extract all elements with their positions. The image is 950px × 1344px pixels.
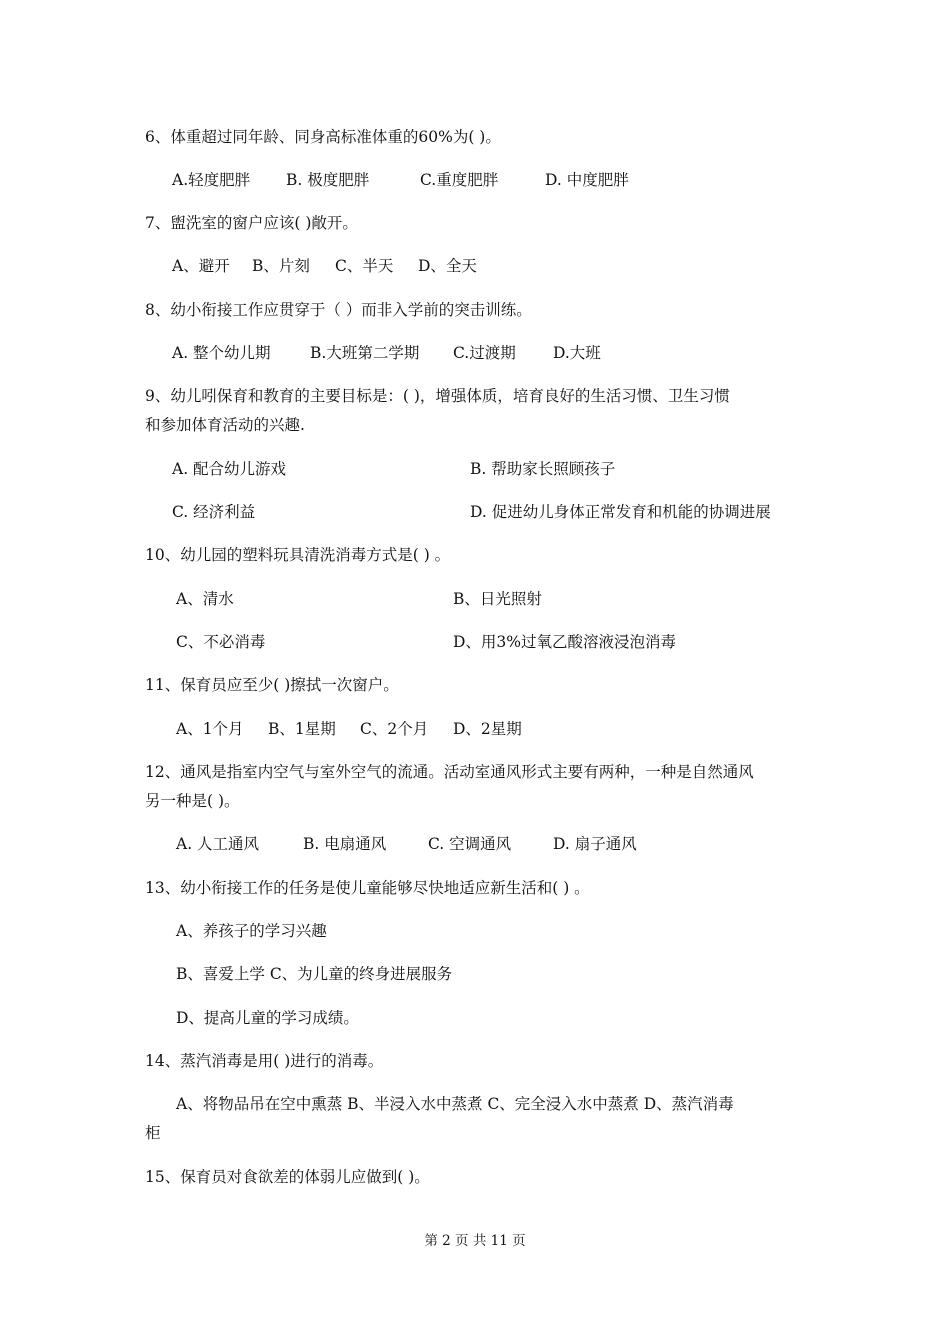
- question-11-option-b: B、1星期: [268, 720, 336, 738]
- question-12-option-d: D. 扇子通风: [553, 835, 637, 853]
- question-6-option-b: B. 极度肥胖: [286, 171, 370, 189]
- question-11-option-d: D、2星期: [453, 720, 522, 738]
- question-8-option-d: D.大班: [553, 344, 601, 362]
- question-13-stem: 13、幼小衔接工作的任务是使儿童能够尽快地适应新生活和( ) 。: [145, 879, 590, 897]
- question-9-stem-line2: 和参加体育活动的兴趣.: [145, 416, 305, 434]
- question-12-option-c: C. 空调通风: [428, 835, 512, 853]
- question-12-option-a: A. 人工通风: [176, 835, 260, 853]
- question-9-option-a: A. 配合幼儿游戏: [172, 460, 287, 478]
- question-10-option-d: D、用3%过氧乙酸溶液浸泡消毒: [453, 633, 677, 651]
- question-6-option-a: A.轻度肥胖: [172, 171, 251, 189]
- question-8-option-a: A. 整个幼儿期: [172, 344, 271, 362]
- question-13-option-b: B、喜爱上学 C、为儿童的终身进展服务: [176, 965, 453, 983]
- question-10-option-a: A、清水: [176, 590, 234, 608]
- question-11-option-c: C、2个月: [360, 720, 429, 738]
- question-12-option-b: B. 电扇通风: [303, 835, 387, 853]
- question-6-option-c: C.重度肥胖: [420, 171, 499, 189]
- question-11-stem: 11、保育员应至少( )擦拭一次窗户。: [145, 676, 399, 694]
- question-12-stem-line2: 另一种是( )。: [145, 792, 240, 810]
- question-9-option-c: C. 经济利益: [172, 503, 256, 521]
- question-9-stem-line1: 9、幼儿吲保育和教育的主要目标是：( )，增强体质，培育良好的生活习惯、卫生习惯: [145, 387, 730, 405]
- question-7-option-c: C、半天: [335, 257, 394, 275]
- question-13-option-a: A、养孩子的学习兴趣: [176, 922, 327, 940]
- question-14-options-line1: A、将物品吊在空中熏蒸 B、半浸入水中蒸煮 C、完全浸入水中蒸煮 D、蒸汽消毒: [176, 1095, 734, 1113]
- question-9-option-b: B. 帮助家长照顾孩子: [470, 460, 616, 478]
- question-10-stem: 10、幼儿园的塑料玩具清洗消毒方式是( ) 。: [145, 546, 451, 564]
- question-10-option-b: B、日光照射: [453, 590, 542, 608]
- question-7-stem: 7、盥洗室的窗户应该( )敞开。: [145, 214, 358, 232]
- page-number-footer: 第 2 页 共 11 页: [424, 1233, 526, 1249]
- question-6-option-d: D. 中度肥胖: [545, 171, 629, 189]
- question-13-option-d: D、提高儿童的学习成绩。: [176, 1009, 359, 1027]
- question-8-stem: 8、幼小衔接工作应贯穿于（ ）而非入学前的突击训练。: [145, 301, 532, 319]
- question-14-stem: 14、蒸汽消毒是用( )进行的消毒。: [145, 1052, 384, 1070]
- question-7-option-a: A、避开: [172, 257, 230, 275]
- question-12-stem-line1: 12、通风是指室内空气与室外空气的流通。活动室通风形式主要有两种，一种是自然通风: [145, 763, 754, 781]
- question-14-options-line2: 柜: [145, 1124, 161, 1142]
- question-9-option-d: D. 促进幼儿身体正常发育和机能的协调进展: [470, 503, 771, 521]
- question-8-option-c: C.过渡期: [453, 344, 516, 362]
- question-6-stem: 6、体重超过同年龄、同身高标准体重的60%为( )。: [145, 128, 501, 146]
- question-8-option-b: B.大班第二学期: [310, 344, 420, 362]
- question-7-option-d: D、全天: [418, 257, 477, 275]
- question-10-option-c: C、不必消毒: [176, 633, 266, 651]
- question-11-option-a: A、1个月: [176, 720, 244, 738]
- question-15-stem: 15、保育员对食欲差的体弱儿应做到( )。: [145, 1168, 430, 1186]
- question-7-option-b: B、片刻: [252, 257, 310, 275]
